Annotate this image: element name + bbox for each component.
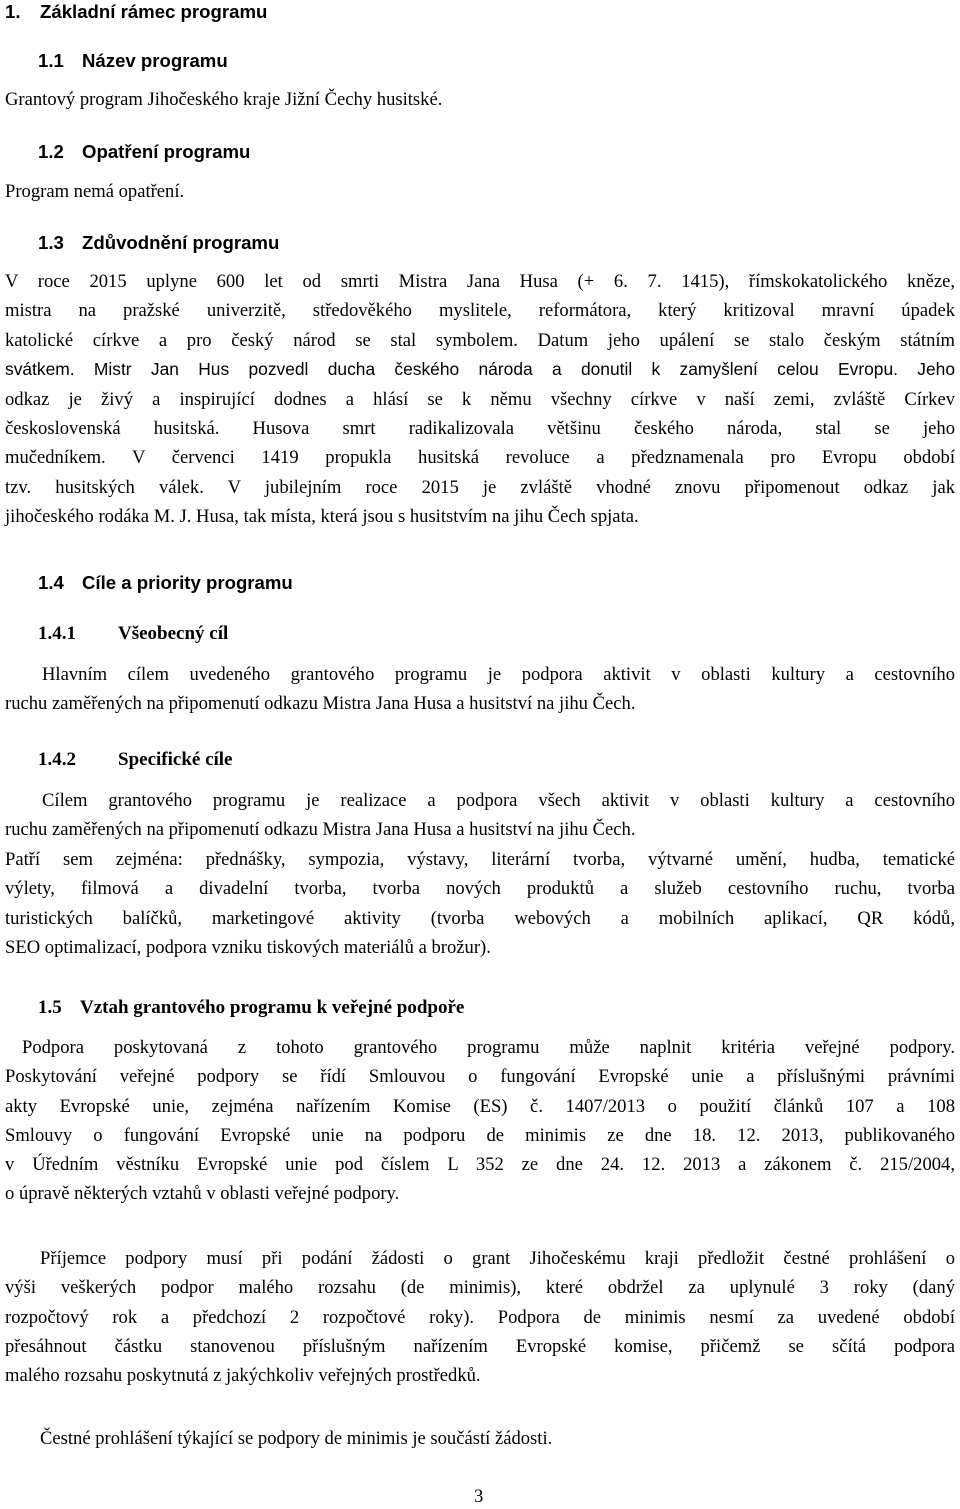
state-aid-paragraph xyxy=(5,1033,955,1209)
general-goal-line: Hlavním cílem uvedeného grantového programu je podpora aktivit v oblasti kultury a cestovního xyxy=(42,664,955,685)
de-minimis-line: výši veškerých podpor malého rozsahu (de minimis), které obdržel za uplynulé 3 roky (daný xyxy=(5,1277,955,1299)
heading-1-title: Základní rámec programu xyxy=(40,1,268,22)
specific-goals-list-paragraph xyxy=(5,845,955,962)
program-measures-text: Program nemá opatření. xyxy=(5,181,185,202)
heading-1-4-2-title: Specifické cíle xyxy=(118,749,233,770)
heading-1-number: 1. xyxy=(5,1,21,22)
state-aid-line: Podpora poskytovaná z tohoto grantového programu může naplnit kritéria veřejné podpory. xyxy=(22,1037,955,1058)
state-aid-line: o úpravě některých vztahů v oblasti veřejné podpory. xyxy=(5,1183,400,1205)
heading-1-5 xyxy=(38,997,464,1019)
page-number: 3 xyxy=(474,1486,484,1507)
heading-1-4-2 xyxy=(38,749,233,771)
heading-1-4 xyxy=(38,572,293,594)
heading-1-4-1 xyxy=(38,623,228,645)
heading-1-1-title: Název programu xyxy=(82,50,228,71)
program-name-text: Grantový program Jihočeského kraje Jižní Čechy husitské. xyxy=(5,89,443,110)
de-minimis-line: rozpočtový rok a předchozí 2 rozpočtové roky). Podpora de minimis nesmí za uvedené období xyxy=(5,1306,955,1328)
heading-1-3 xyxy=(38,232,279,254)
heading-1-2 xyxy=(38,141,250,163)
justification-line: mučedníkem. V červenci 1419 propukla husitská revoluce a předznamenala pro Evropu období xyxy=(5,447,955,469)
de-minimis-paragraph xyxy=(5,1244,955,1390)
heading-1-1-number: 1.1 xyxy=(38,50,64,71)
general-goal-line: ruchu zaměřených na připomenutí odkazu Mistra Jana Husa a husitství na jihu Čech. xyxy=(5,693,636,715)
heading-1-2-number: 1.2 xyxy=(38,141,64,162)
heading-1-5-number: 1.5 xyxy=(38,997,62,1018)
heading-1 xyxy=(5,1,267,23)
specific-goals-line: Cílem grantového programu je realizace a podpora všech aktivit v oblasti kultury a cestovního xyxy=(42,790,955,811)
state-aid-line: Smlouvy o fungování Evropské unie na podporu de minimis ze dne 18. 12. 2013, publikovaného xyxy=(5,1124,955,1146)
heading-1-4-1-number: 1.4.1 xyxy=(38,623,76,644)
heading-1-4-number: 1.4 xyxy=(38,572,64,593)
specific-goals-list-line: výlety, filmová a divadelní tvorba, tvorba nových produktů a služeb cestovního ruchu, tvorba xyxy=(5,878,955,900)
justification-line: mistra na pražské univerzitě, středověkého myslitele, reformátora, který kritizoval mravní úpadek xyxy=(5,300,955,322)
specific-goals-list-line: SEO optimalizací, podpora vzniku tiskových materiálů a brožur). xyxy=(5,936,491,958)
specific-goals-list-line: Patří sem zejména: přednášky, sympozia, výstavy, literární tvorba, výtvarné umění, hudba, tematické xyxy=(5,849,955,870)
justification-line: svátkem. Mistr Jan Hus pozvedl ducha českého národa a donutil k zamyšlení celou Evropu. Jeho xyxy=(5,358,955,379)
heading-1-4-title: Cíle a priority programu xyxy=(82,572,293,593)
justification-line: odkaz je živý a inspirující dodnes a hlásí se k němu všechny církve v naší zemi, zvláště Církev xyxy=(5,388,955,410)
de-minimis-line: přesáhnout částku stanovenou příslušným nařízením Evropské komise, přičemž se sčítá podpora xyxy=(5,1335,955,1357)
justification-line: katolické církve a pro český národ se stal symbolem. Datum jeho upálení se stalo českým státním xyxy=(5,329,955,351)
state-aid-line: Poskytování veřejné podpory se řídí Smlouvou o fungování Evropské unie a příslušnými právními xyxy=(5,1066,955,1088)
general-goal-paragraph xyxy=(5,660,955,719)
specific-goals-line: ruchu zaměřených na připomenutí odkazu Mistra Jana Husa a husitství na jihu Čech. xyxy=(5,819,636,841)
state-aid-line: v Úředním věstníku Evropské unie pod číslem L 352 ze dne 24. 12. 2013 a zákonem č. 215/2004, xyxy=(5,1154,955,1176)
state-aid-line: akty Evropské unie, zejména nařízením Komise (ES) č. 1407/2013 o použití článků 107 a 108 xyxy=(5,1095,955,1117)
justification-paragraph xyxy=(5,267,955,531)
heading-1-4-2-number: 1.4.2 xyxy=(38,749,76,770)
justification-line: tzv. husitských válek. V jubilejním roce 2015 je zvláště vhodné znovu připomenout odkaz jak xyxy=(5,476,955,498)
justification-line: jihočeského rodáka M. J. Husa, tak místa, která jsou s husitstvím na jihu Čech spjata. xyxy=(5,505,639,527)
heading-1-5-title: Vztah grantového programu k veřejné podpoře xyxy=(80,997,465,1018)
heading-1-3-title: Zdůvodnění programu xyxy=(82,232,280,253)
heading-1-2-title: Opatření programu xyxy=(82,141,251,162)
de-minimis-line: malého rozsahu poskytnutá z jakýchkoliv veřejných prostředků. xyxy=(5,1365,481,1387)
de-minimis-line: Příjemce podpory musí při podání žádosti o grant Jihočeskému kraji předložit čestné prohlášení o xyxy=(40,1248,955,1269)
declaration-text: Čestné prohlášení týkající se podpory de minimis je součástí žádosti. xyxy=(40,1428,553,1449)
specific-goals-list-line: turistických balíčků, marketingové aktivity (tvorba webových a mobilních aplikací, QR kódů, xyxy=(5,907,955,929)
justification-line: československá husitská. Husova smrt radikalizovala většinu českého národa, stal se jeho xyxy=(5,417,955,439)
specific-goals-paragraph xyxy=(5,786,955,845)
heading-1-3-number: 1.3 xyxy=(38,232,64,253)
heading-1-4-1-title: Všeobecný cíl xyxy=(118,623,229,644)
justification-line: V roce 2015 uplyne 600 let od smrti Mistra Jana Husa (+ 6. 7. 1415), římskokatolického kněze, xyxy=(5,271,955,292)
heading-1-1 xyxy=(38,50,228,72)
